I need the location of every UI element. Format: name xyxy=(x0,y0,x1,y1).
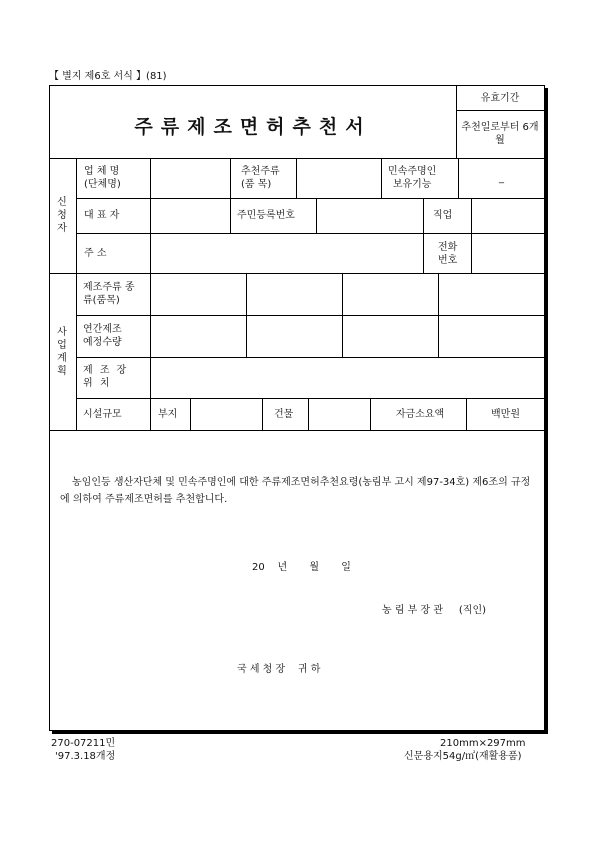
recipient-line: 국 세 청 장 귀 하 xyxy=(237,664,321,675)
folk-master-label: 민속주명인 보유기능 xyxy=(388,166,437,190)
liquor-type-label: 추천주류 (품 목) xyxy=(241,166,280,190)
land-label: 부지 xyxy=(158,409,178,420)
building-label: 건물 xyxy=(274,409,294,420)
job-label: 직업 xyxy=(433,210,453,221)
recommendation-text: 농임인등 생산자단체 및 민속주명인에 대한 주류제조면허추천요령(농림부 고시 제97-34호) 제6조의 규정에 의하여 주류제조면허를 추천합니다. xyxy=(60,477,531,505)
liquor-type-cell[interactable] xyxy=(343,274,437,314)
liquor-types-label: 제조주류 종 류(품목) xyxy=(83,282,135,306)
annual-quantity-cell[interactable] xyxy=(439,316,544,356)
building-field[interactable] xyxy=(309,399,369,429)
validity-label: 유효기간 xyxy=(480,93,520,104)
factory-location-field[interactable] xyxy=(151,358,544,397)
company-name-label: 업 체 명 (단체명) xyxy=(84,166,121,190)
representative-field[interactable] xyxy=(151,199,229,232)
liquor-type-cell[interactable] xyxy=(151,274,245,314)
liquor-type-field[interactable] xyxy=(297,159,380,197)
form-tag: 【 별지 제6호 서식 】(81) xyxy=(49,71,167,82)
annual-quantity-cell[interactable] xyxy=(343,316,437,356)
phone-label: 전화 번호 xyxy=(438,242,458,266)
representative-label: 대 표 자 xyxy=(84,210,120,221)
divider xyxy=(456,110,544,111)
divider xyxy=(370,398,371,430)
divider xyxy=(230,158,231,233)
plan-section-label: 사업계획 xyxy=(57,327,67,377)
revision-date: '97.3.18개정 xyxy=(55,751,116,762)
divider xyxy=(50,430,544,431)
address-label: 주 소 xyxy=(84,248,107,259)
date-line: 20 년 월 일 xyxy=(252,562,351,573)
annual-quantity-label: 연간제조 예정수량 xyxy=(83,324,122,348)
applicant-section-label: 신청자 xyxy=(57,197,67,234)
liquor-type-cell[interactable] xyxy=(247,274,341,314)
resident-number-field[interactable] xyxy=(317,199,422,232)
signer-line: 농 림 부 장 관 (직인) xyxy=(382,605,487,616)
facility-scale-label: 시설규모 xyxy=(83,409,122,420)
land-field[interactable] xyxy=(191,399,261,429)
company-name-field[interactable] xyxy=(151,159,229,197)
address-field[interactable] xyxy=(151,234,422,272)
factory-location-label: 제 조 장 위 치 xyxy=(83,365,129,389)
liquor-type-cell[interactable] xyxy=(439,274,544,314)
job-field[interactable] xyxy=(472,199,544,232)
divider xyxy=(423,233,424,273)
resident-number-label: 주민등록번호 xyxy=(237,210,295,221)
divider xyxy=(262,398,263,430)
validity-value: 추천일로부터 6개월 xyxy=(461,122,539,146)
phone-field[interactable] xyxy=(472,234,544,272)
frame-shadow xyxy=(545,88,548,734)
funds-label: 자금소요액 xyxy=(395,409,445,420)
divider xyxy=(423,198,424,233)
form-code: 270-07211민 xyxy=(51,738,116,749)
folk-master-value: _ xyxy=(499,173,504,184)
form-title: 주류제조면허추천서 xyxy=(134,116,372,138)
paper-size: 210mm×297mm xyxy=(440,738,526,749)
funds-unit: 백만원 xyxy=(491,409,520,420)
frame-shadow xyxy=(52,731,548,734)
divider xyxy=(381,158,382,198)
paper-type: 신문용지54g/㎡(재활용품) xyxy=(404,751,522,762)
annual-quantity-cell[interactable] xyxy=(247,316,341,356)
annual-quantity-cell[interactable] xyxy=(151,316,245,356)
